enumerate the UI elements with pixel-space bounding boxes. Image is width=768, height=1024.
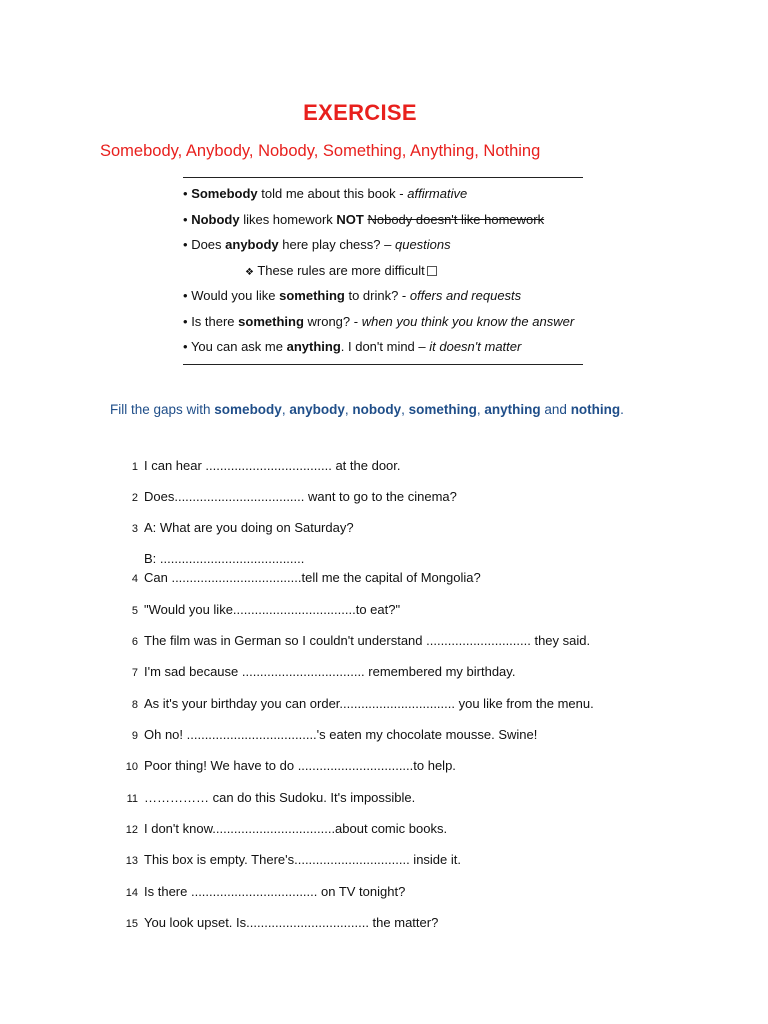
question-1 (120, 458, 401, 474)
question-14 (120, 884, 405, 900)
rules-box (183, 177, 583, 365)
question-text: I can hear ................................... at the door. (144, 458, 401, 473)
question-2 (120, 489, 457, 505)
rule-pre: You can ask me (190, 339, 287, 354)
question-number: 12 (125, 824, 138, 836)
question-number: 3 (131, 523, 138, 535)
rule-pre: Is there (191, 313, 239, 329)
question-text: "Would you like..................................to eat?" (144, 602, 401, 617)
instructions-text: Fill the gaps with (110, 402, 215, 417)
bullet: • (183, 237, 188, 252)
question-text: …………… can do this Sudoku. It's impossible. (144, 790, 416, 805)
rule-keyword: Somebody (191, 186, 258, 201)
question-number: 11 (126, 793, 138, 805)
question-text: The film was in German so I couldn't understand ............................. they said. (144, 633, 591, 648)
question-5 (120, 602, 400, 618)
separator: , (476, 402, 485, 417)
rule-keyword: Nobody (191, 211, 240, 227)
question-number: 7 (131, 667, 138, 679)
rule-anything (183, 334, 583, 360)
page-title: EXERCISE (303, 100, 417, 125)
question-text: I don't know..................................about comic books. (144, 821, 448, 836)
rule-keyword: anybody (225, 237, 279, 252)
bullet: • (183, 186, 188, 201)
question-text: A: What are you doing on Saturday? (144, 520, 354, 535)
rule-pre: Would you like (191, 288, 280, 303)
question-number: 10 (125, 761, 138, 773)
question-text: Poor thing! We have to do ................................to help. (144, 758, 456, 773)
rule-somebody (183, 181, 583, 207)
question-number: 5 (131, 605, 138, 617)
question-text: Is there ................................... on TV tonight? (144, 884, 406, 899)
rule-keyword: something (238, 313, 304, 329)
question-text: I'm sad because .................................. remembered my birthday. (144, 664, 516, 679)
rule-keyword: something (279, 288, 345, 303)
question-number: 14 (125, 887, 138, 899)
rule-note: it doesn't matter (429, 339, 522, 354)
question-4 (120, 570, 481, 586)
rule-wrong (183, 309, 583, 335)
bullet: • (183, 339, 188, 354)
question-number: 4 (131, 573, 138, 585)
question-7 (120, 664, 515, 680)
rule-text: . I don't mind – (340, 339, 430, 354)
separator: , (281, 402, 290, 417)
keyword: nobody (352, 402, 402, 417)
question-text: Does.................................... want to go to the cinema? (144, 489, 457, 504)
bullet: • (183, 211, 188, 227)
separator: and (540, 402, 571, 417)
separator: , (344, 402, 353, 417)
question-13 (120, 852, 461, 868)
question-3 (120, 520, 354, 536)
rule-anybody (183, 232, 583, 258)
rule-note: offers and requests (409, 288, 522, 303)
separator: , (401, 402, 409, 417)
question-15 (120, 915, 438, 931)
question-12 (120, 821, 447, 837)
rule-text: told me about this book - (257, 186, 408, 201)
rule-difficult (183, 258, 583, 284)
question-text: Can ....................................tell me the capital of Mongolia? (144, 570, 481, 585)
rule-note: affirmative (407, 186, 468, 201)
question-10 (120, 758, 456, 774)
question-11 (120, 790, 415, 806)
question-number: 8 (131, 699, 138, 711)
keyword: nothing (570, 402, 621, 417)
question-text: Oh no! ....................................'s eaten my chocolate mousse. Swine! (144, 727, 538, 742)
question-number: 2 (131, 492, 138, 504)
keyword: somebody (214, 402, 282, 417)
instructions (110, 401, 650, 418)
rule-pre: Does (191, 237, 226, 252)
keyword: anybody (289, 402, 345, 417)
question-number: 1 (131, 461, 138, 473)
rule-keyword: anything (286, 339, 341, 354)
page-subtitle: Somebody, Anybody, Nobody, Something, Anything, Nothing (100, 142, 541, 160)
diamond-bullet-icon: ❖ (245, 266, 254, 278)
rule-text: to drink? - (344, 288, 410, 303)
question-text: B: ........................................ (144, 551, 305, 566)
checkbox-icon (427, 266, 437, 276)
rule-not: NOT (336, 211, 364, 227)
question-9 (120, 727, 537, 743)
rule-text: likes homework (239, 211, 337, 227)
question-8 (120, 696, 594, 712)
bullet: • (183, 288, 188, 303)
rule-offers (183, 283, 583, 309)
question-6 (120, 633, 590, 649)
rule-text: These rules are more difficult (257, 262, 425, 278)
rule-note: questions (394, 237, 451, 252)
keyword: something (408, 402, 477, 417)
question-number: 6 (131, 636, 138, 648)
rule-text: here play chess? – (278, 237, 395, 252)
keyword: anything (484, 402, 541, 417)
rule-strikethrough: Nobody doesn't like homework (367, 211, 545, 227)
question-3-answer (144, 551, 304, 567)
bullet: • (183, 313, 188, 329)
rule-text: wrong? - (303, 313, 362, 329)
question-number: 9 (131, 730, 138, 742)
question-number: 13 (125, 855, 138, 867)
rule-note: when you think you know the answer (361, 313, 575, 329)
question-text: This box is empty. There's................................ inside it. (144, 852, 461, 867)
question-number: 15 (125, 918, 138, 930)
period: . (620, 402, 624, 417)
question-text: You look upset. Is.................................. the matter? (144, 915, 439, 930)
question-text: As it's your birthday you can order................................ you like from the menu. (144, 696, 594, 711)
rule-nobody (183, 207, 583, 233)
